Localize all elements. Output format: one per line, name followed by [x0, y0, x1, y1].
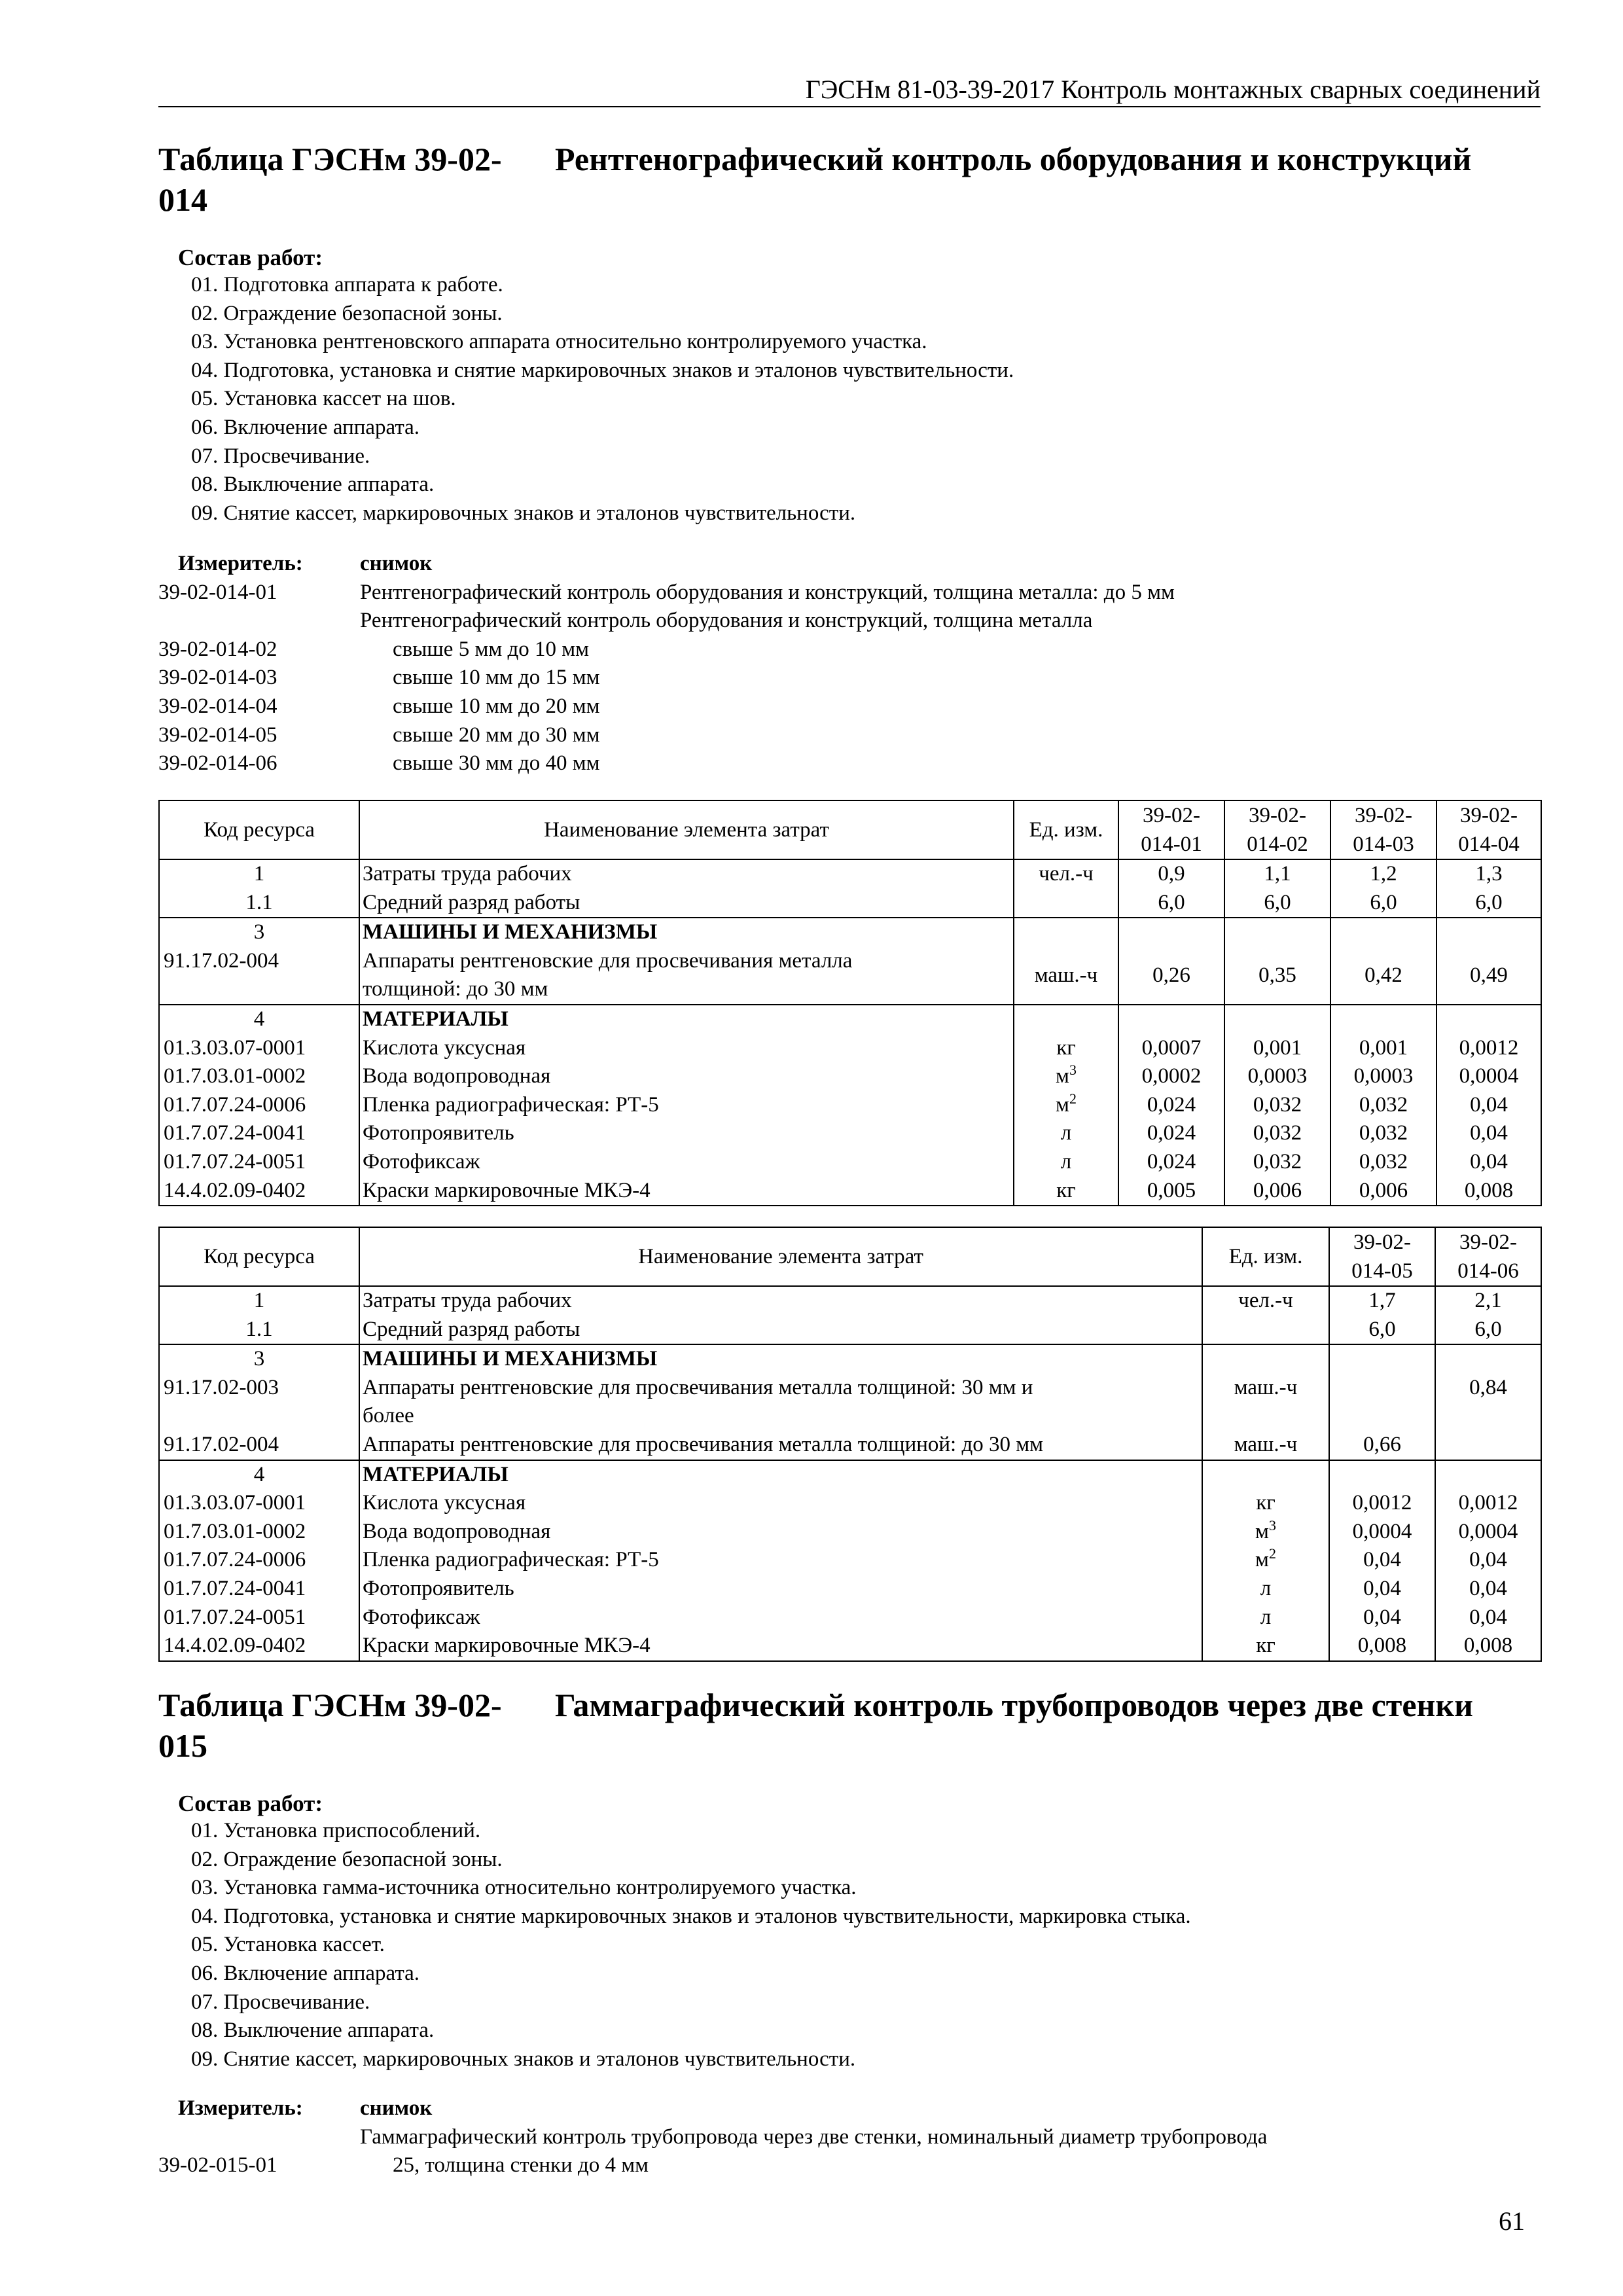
- table-row: 4 МАТЕРИАЛЫ: [159, 1460, 1541, 1490]
- measure-row: [158, 636, 1541, 664]
- table-row: 01.3.03.07-0001 Кислота уксусная кг 0,0007 0,001 0,001 0,0012: [159, 1034, 1541, 1063]
- table-row: 01.7.07.24-0041 Фотопроявитель л 0,024 0,032 0,032 0,04: [159, 1119, 1541, 1148]
- measure-code: 39-02-014-01: [158, 580, 277, 604]
- measure-row: [158, 749, 1541, 778]
- work-step: 08. Выключение аппарата.: [191, 473, 435, 497]
- table-row: 4 МАТЕРИАЛЫ: [159, 1005, 1541, 1034]
- work-step: 01. Подготовка аппарата к работе.: [191, 273, 503, 296]
- works-title: Состав работ:: [178, 1791, 323, 1816]
- work-step: 03. Установка гамма-источника относительно контролируемого участка.: [191, 1876, 857, 1900]
- measure-desc: свыше 10 мм до 15 мм: [393, 666, 600, 690]
- running-header: ГЭСНм 81-03-39-2017 Контроль монтажных сварных соединений: [158, 73, 1541, 107]
- table-row: 01.3.03.07-0001 Кислота уксусная кг 0,0012 0,0012: [159, 1489, 1541, 1518]
- measure-desc: Гаммаграфический контроль трубопровода через две стенки, номинальный диаметр трубопровода: [360, 2125, 1268, 2149]
- col-header-rate: 39-02- 014-04: [1436, 800, 1541, 859]
- page-number: 61: [1499, 2206, 1525, 2236]
- measure-desc: свыше 20 мм до 30 мм: [393, 723, 600, 747]
- table-number: Таблица ГЭСНм 39-02- 014: [158, 141, 502, 218]
- works-block-015: [158, 1791, 1541, 2079]
- table-row: 14.4.02.09-0402 Краски маркировочные МКЭ-4 кг 0,008 0,008: [159, 1632, 1541, 1661]
- work-step: 05. Установка кассет на шов.: [191, 387, 456, 411]
- measure-block-015: [158, 2094, 1541, 2180]
- measure-header: [158, 550, 1541, 579]
- table-row: 3 МАШИНЫ И МЕХАНИЗМЫ: [159, 918, 1541, 947]
- work-step: 06. Включение аппарата.: [191, 1961, 420, 1985]
- works-list: [191, 1817, 1191, 2073]
- table-row: 1 Затраты труда рабочих чел.-ч 1,7 2,1: [159, 1286, 1541, 1316]
- table-row: 14.4.02.09-0402 Краски маркировочные МКЭ-4 кг 0,005 0,006 0,006 0,008: [159, 1177, 1541, 1206]
- measure-desc: свыше 5 мм до 10 мм: [393, 637, 590, 661]
- measure-code: 39-02-014-05: [158, 723, 277, 747]
- work-step: 02. Ограждение безопасной зоны.: [191, 301, 503, 325]
- work-step: 03. Установка рентгеновского аппарата относительно контролируемого участка.: [191, 330, 927, 354]
- measure-code: 39-02-014-06: [158, 751, 277, 776]
- measure-code: 39-02-014-04: [158, 694, 277, 718]
- col-header-code: Код ресурса: [159, 800, 359, 859]
- col-header-rate: 39-02- 014-06: [1435, 1227, 1541, 1286]
- measure-desc: Рентгенографический контроль оборудования и конструкций, толщина металла: до 5 мм: [360, 580, 1175, 604]
- table-name: Гаммаграфический контроль трубопроводов через две стенки: [555, 1687, 1473, 1723]
- col-header-name: Наименование элемента затрат: [359, 800, 1014, 859]
- work-step: 08. Выключение аппарата.: [191, 2018, 435, 2043]
- table-row: 01.7.07.24-0006 Пленка радиографическая: РТ-5 $м^2$ 0,04 0,04: [159, 1546, 1541, 1575]
- works-block-014: [158, 245, 1541, 533]
- measure-row: [158, 579, 1541, 607]
- work-step: 04. Подготовка, установка и снятие маркировочных знаков и эталонов чувствительности.: [191, 358, 1014, 382]
- table-header-row: [159, 800, 1541, 859]
- measure-block-014: [158, 550, 1541, 778]
- works-list: [191, 271, 1014, 528]
- table-row: 01.7.07.24-0006 Пленка радиографическая: РТ-5 $м^2$ 0,024 0,032 0,032 0,04: [159, 1091, 1541, 1120]
- table-name: Рентгенографический контроль оборудования и конструкций: [555, 141, 1472, 177]
- table-row: 01.7.03.01-0002 Вода водопроводная $м^3$ 0,0004 0,0004: [159, 1518, 1541, 1547]
- measure-code: 39-02-015-01: [158, 2153, 277, 2178]
- table-header-row: [159, 1227, 1541, 1286]
- measure-header: [158, 2094, 1541, 2123]
- measure-unit: снимок: [360, 2096, 433, 2120]
- section-title: [158, 139, 1541, 237]
- work-step: 01. Установка приспособлений.: [191, 1819, 481, 1842]
- measure-desc: 25, толщина стенки до 4 мм: [393, 2153, 649, 2178]
- resource-table-014-01-04: [158, 800, 1542, 1206]
- col-header-rate: 39-02- 014-02: [1224, 800, 1330, 859]
- measure-row: [158, 721, 1541, 750]
- work-step: 02. Ограждение безопасной зоны.: [191, 1847, 503, 1871]
- col-header-unit: Ед. изм.: [1014, 800, 1118, 859]
- section-39-02-015: [158, 1685, 1541, 1783]
- measure-unit: снимок: [360, 552, 433, 575]
- table-row: 01.7.07.24-0051 Фотофиксаж л 0,024 0,032 0,032 0,04: [159, 1148, 1541, 1177]
- measure-code: 39-02-014-02: [158, 637, 277, 661]
- work-step: 09. Снятие кассет, маркировочных знаков и эталонов чувствительности.: [191, 2047, 856, 2071]
- measure-desc: свыше 10 мм до 20 мм: [393, 694, 600, 718]
- measure-row: [158, 2123, 1541, 2152]
- measure-row: [158, 2151, 1541, 2180]
- measure-label: Измеритель:: [178, 552, 303, 575]
- col-header-rate: 39-02- 014-03: [1330, 800, 1436, 859]
- work-step: 04. Подготовка, установка и снятие маркировочных знаков и эталонов чувствительности, маркировка стыка.: [191, 1904, 1191, 1928]
- table-row: 01.7.07.24-0041 Фотопроявитель л 0,04 0,04: [159, 1575, 1541, 1604]
- table-row: 91.17.02-004 Аппараты рентгеновские для просвечивания металла толщиной: до 30 мм маш.-ч 0,26 0,35 0,42 0,49: [159, 947, 1541, 1005]
- resource-table-014-05-06: [158, 1227, 1542, 1662]
- work-step: 05. Установка кассет.: [191, 1933, 385, 1957]
- work-step: 07. Просвечивание.: [191, 444, 370, 468]
- table-row: 3 МАШИНЫ И МЕХАНИЗМЫ: [159, 1344, 1541, 1374]
- table-row: 91.17.02-004 Аппараты рентгеновские для просвечивания металла толщиной: до 30 мм маш.-ч 0,66: [159, 1431, 1541, 1460]
- table-row: 1.1 Средний разряд работы 6,0 6,0: [159, 1316, 1541, 1345]
- work-step: 07. Просвечивание.: [191, 1990, 370, 2014]
- col-header-name: Наименование элемента затрат: [359, 1227, 1202, 1286]
- measure-row: [158, 607, 1541, 636]
- section-title: [158, 1685, 1541, 1783]
- work-step: 09. Снятие кассет, маркировочных знаков и эталонов чувствительности.: [191, 501, 856, 525]
- works-title: Состав работ:: [178, 245, 323, 270]
- col-header-rate: 39-02- 014-01: [1118, 800, 1224, 859]
- measure-row: [158, 664, 1541, 692]
- table-row: 1.1 Средний разряд работы 6,0 6,0 6,0 6,0: [159, 889, 1541, 918]
- col-header-code: Код ресурса: [159, 1227, 359, 1286]
- section-39-02-014: [158, 139, 1541, 237]
- col-header-unit: Ед. изм.: [1202, 1227, 1329, 1286]
- work-step: 06. Включение аппарата.: [191, 415, 420, 439]
- col-header-rate: 39-02- 014-05: [1329, 1227, 1435, 1286]
- measure-desc: свыше 30 мм до 40 мм: [393, 751, 600, 776]
- table-row: 01.7.03.01-0002 Вода водопроводная $м^3$ 0,0002 0,0003 0,0003 0,0004: [159, 1062, 1541, 1091]
- table-row: 01.7.07.24-0051 Фотофиксаж л 0,04 0,04: [159, 1604, 1541, 1632]
- measure-row: [158, 692, 1541, 721]
- measure-code: 39-02-014-03: [158, 666, 277, 690]
- measure-label: Измеритель:: [178, 2096, 303, 2120]
- measure-desc: Рентгенографический контроль оборудования и конструкций, толщина металла: [360, 609, 1093, 633]
- table-row: 1 Затраты труда рабочих чел.-ч 0,9 1,1 1,2 1,3: [159, 859, 1541, 889]
- table-row: 91.17.02-003 Аппараты рентгеновские для просвечивания металла толщиной: 30 мм и более маш.-ч 0,84: [159, 1374, 1541, 1431]
- table-number: Таблица ГЭСНм 39-02- 015: [158, 1687, 502, 1764]
